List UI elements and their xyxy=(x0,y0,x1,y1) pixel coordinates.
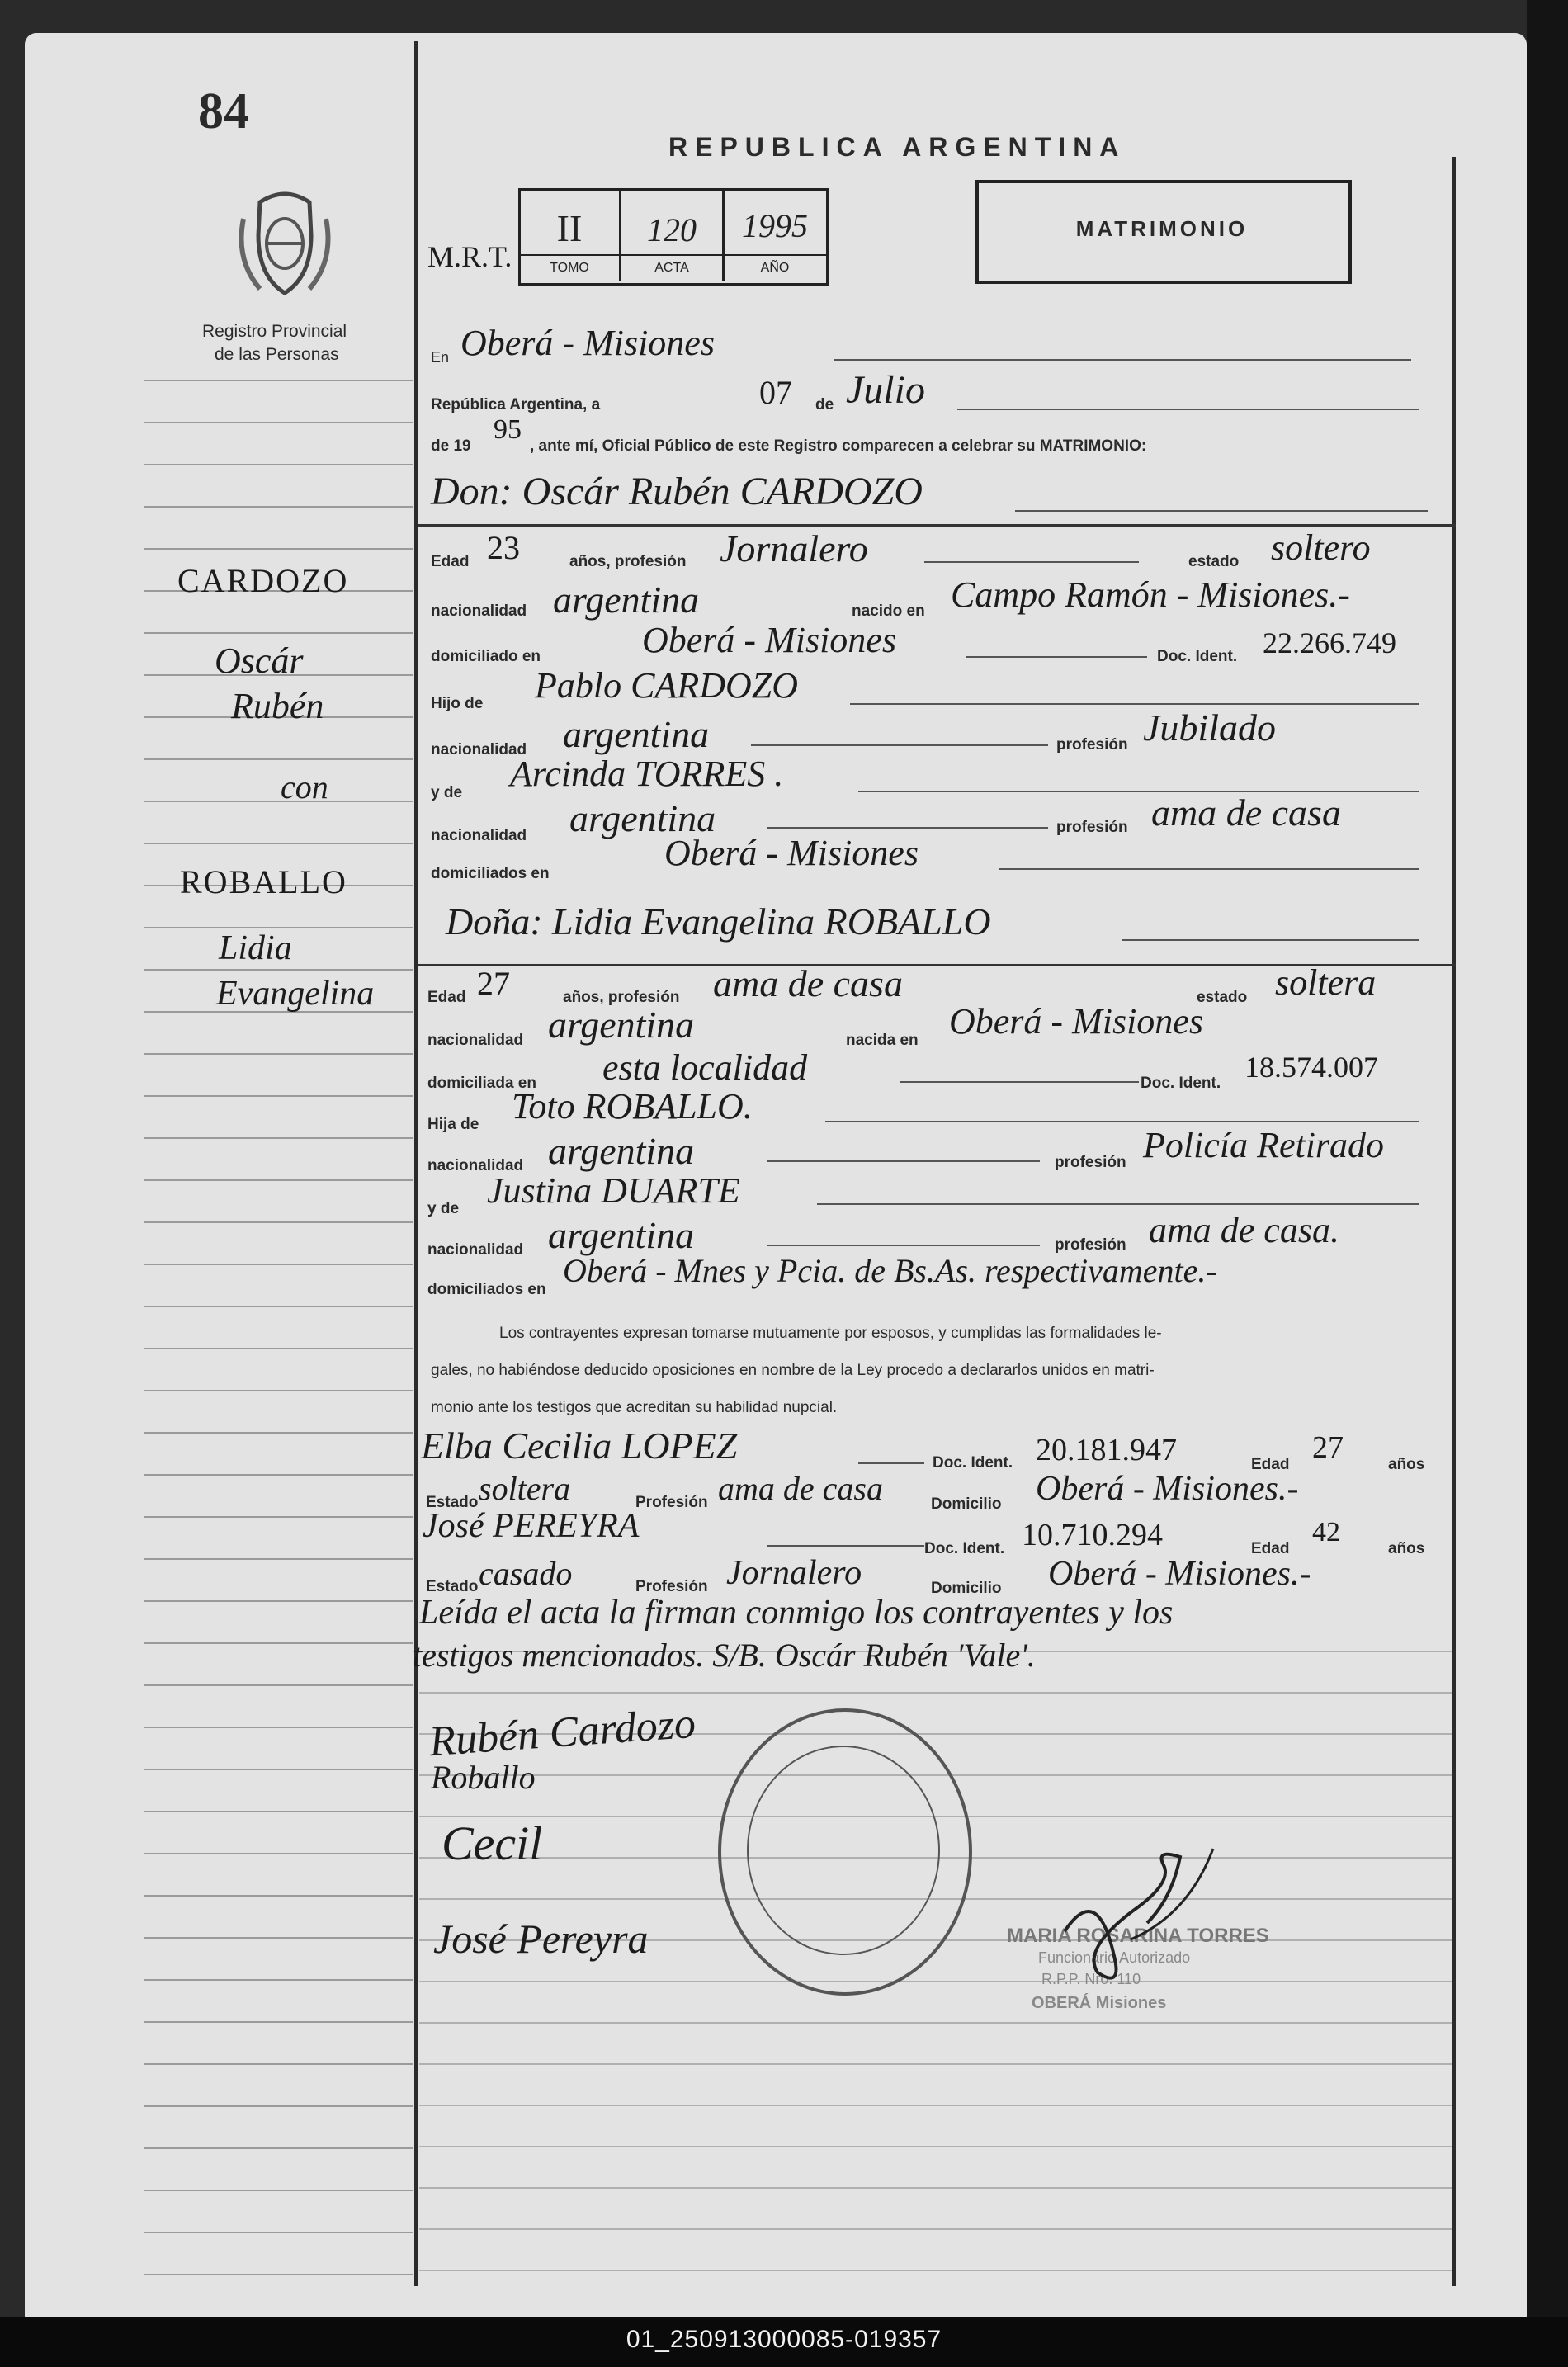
groom-nacionalidad: argentina xyxy=(553,579,700,621)
declaration-line-2: gales, no habiéndose deducido oposiciones en nombre de la Ley procedo a declararlos unidos en matri- xyxy=(431,1362,1155,1379)
book-edge xyxy=(1527,0,1568,2367)
margin-rule-line xyxy=(144,1137,413,1139)
groom-hijo-label: Hijo de xyxy=(431,695,484,712)
mrt-label: M.R.T. xyxy=(427,240,512,273)
groom-doc: 22.266.749 xyxy=(1263,626,1396,659)
margin-con: con xyxy=(281,768,328,806)
witness1-profesion-label: Profesión xyxy=(635,1494,708,1511)
groom-estado: soltero xyxy=(1271,527,1371,568)
margin-rule-line xyxy=(144,2147,413,2149)
body-rule-line xyxy=(419,2228,1452,2230)
signature-bride: Roballo xyxy=(431,1759,536,1796)
bride-nac-label: nacionalidad xyxy=(427,1032,524,1049)
groom-padre-prof: Jubilado xyxy=(1143,706,1276,749)
margin-rule-line xyxy=(144,632,413,634)
margin-rule-line xyxy=(144,548,413,550)
bride-domicilio: esta localidad xyxy=(602,1047,808,1088)
margin-rule-line xyxy=(144,2232,413,2233)
stamp-place: OBERÁ Misiones xyxy=(1032,1994,1167,2012)
bride-edad: 27 xyxy=(477,965,510,1002)
groom-profesion-label: años, profesión xyxy=(569,553,687,570)
bride-estado: soltera xyxy=(1275,962,1377,1003)
groom-padre-nac: argentina xyxy=(563,713,710,755)
closing-line-2: testigos mencionados. S/B. Oscár Rubén 'Vale'. xyxy=(413,1637,1036,1674)
intro-statement: , ante mí, Oficial Público de este Registro comparecen a celebrar su MATRIMONIO: xyxy=(530,437,1147,455)
register-page xyxy=(25,33,1527,2327)
groom-edad-label: Edad xyxy=(431,553,470,570)
groom-madre-nac: argentina xyxy=(569,797,716,839)
margin-rule-line xyxy=(144,380,413,381)
margin-rule-line xyxy=(144,422,413,423)
groom-padre: Pablo CARDOZO xyxy=(535,665,798,706)
bride-profesion: ama de casa xyxy=(713,962,903,1004)
body-rule-line xyxy=(419,2022,1452,2024)
margin-rule-line xyxy=(144,2021,413,2023)
acta-value: 120 xyxy=(647,211,697,248)
margin-rule-line xyxy=(144,1684,413,1686)
groom-edad: 23 xyxy=(487,529,520,566)
groom-title: Don: Oscár Rubén CARDOZO xyxy=(431,470,923,513)
groom-padres-dom: Oberá - Misiones xyxy=(664,833,919,873)
groom-padre-nac-label: nacionalidad xyxy=(431,741,527,758)
witness2-doc-label: Doc. Ident. xyxy=(924,1540,1005,1557)
witness2-estado-label: Estado xyxy=(426,1578,479,1595)
margin-rule-line xyxy=(144,843,413,844)
margin-rule-line xyxy=(144,1558,413,1560)
bride-padre-prof-label: profesión xyxy=(1055,1154,1126,1171)
bride-padre-nac: argentina xyxy=(548,1130,695,1172)
margin-rule-line xyxy=(144,1432,413,1434)
closing-line-1: Leída el acta la firman conmigo los contrayentes y los xyxy=(419,1594,1174,1632)
year-prefix: de 19 xyxy=(431,437,471,455)
footer-id: 01_250913000085-019357 xyxy=(626,2326,942,2353)
groom-madre-nac-label: nacionalidad xyxy=(431,827,527,844)
margin-rule-line xyxy=(144,2274,413,2275)
coat-of-arms-icon xyxy=(235,186,334,301)
margin-rule-line xyxy=(144,1727,413,1728)
intro-day: 07 xyxy=(759,374,792,411)
country-heading: REPUBLICA ARGENTINA xyxy=(668,132,1126,162)
bride-padre-nac-label: nacionalidad xyxy=(427,1157,524,1174)
margin-rule-line xyxy=(144,1895,413,1897)
witness2-anos-label: años xyxy=(1388,1540,1425,1557)
margin-bride-name-2: Evangelina xyxy=(216,975,375,1013)
stamp-title: Funcionario Autorizado xyxy=(1038,1949,1191,1966)
witness1-anos-label: años xyxy=(1388,1456,1425,1473)
stamp-registry: R.P.P. Nro. 110 xyxy=(1041,1971,1141,1987)
bride-madre-prof: ama de casa. xyxy=(1149,1210,1339,1250)
margin-rule-line xyxy=(144,1937,413,1939)
page-number: 84 xyxy=(198,83,249,139)
body-rule-line xyxy=(419,2187,1452,2189)
margin-rule-line xyxy=(144,1769,413,1770)
year-suffix: 95 xyxy=(494,414,522,445)
margin-rule-line xyxy=(144,1811,413,1812)
bride-profesion-label: años, profesión xyxy=(563,989,680,1006)
margin-rule-line xyxy=(144,1306,413,1307)
margin-bride-surname: ROBALLO xyxy=(180,863,347,900)
margin-rule-line xyxy=(144,506,413,508)
margin-rule-line xyxy=(144,1179,413,1181)
margin-groom-name-1: Oscár xyxy=(215,640,304,681)
groom-nacido-label: nacido en xyxy=(852,602,925,620)
bride-madre: Justina DUARTE xyxy=(487,1170,740,1211)
margin-bride-name-1: Lidia xyxy=(219,929,292,967)
intro-place: Oberá - Misiones xyxy=(460,323,715,363)
body-rule-line xyxy=(419,1981,1452,1982)
margin-groom-surname: CARDOZO xyxy=(177,562,349,599)
groom-estado-label: estado xyxy=(1188,553,1240,570)
witness2-estado: casado xyxy=(479,1555,573,1592)
signature-witness2: José Pereyra xyxy=(433,1916,649,1962)
stamp-name: MARIA ROSARINA TORRES xyxy=(1007,1925,1269,1947)
margin-rule-line xyxy=(144,1600,413,1602)
margin-rule-line xyxy=(144,464,413,465)
witness1-estado: soltera xyxy=(479,1470,571,1507)
bride-dom-label: domiciliada en xyxy=(427,1075,536,1092)
registry-line-1: Registro Provincial xyxy=(202,322,347,341)
body-rule-line xyxy=(419,2146,1452,2147)
witness1-doc-label: Doc. Ident. xyxy=(933,1454,1013,1472)
bride-madre-nac: argentina xyxy=(548,1214,695,1256)
witness1-doc: 20.181.947 xyxy=(1036,1433,1177,1467)
bride-doc-label: Doc. Ident. xyxy=(1141,1075,1221,1092)
body-rule-line xyxy=(419,2105,1452,2106)
groom-nac-label: nacionalidad xyxy=(431,602,527,620)
margin-rule-line xyxy=(144,1390,413,1391)
bride-doc: 18.574.007 xyxy=(1244,1051,1378,1084)
body-rule-line xyxy=(419,2063,1452,2065)
left-margin-border xyxy=(414,41,418,2286)
witness2-name: José PEREYRA xyxy=(423,1507,640,1545)
witness2-domicilio: Oberá - Misiones.- xyxy=(1048,1555,1311,1593)
groom-nacido: Campo Ramón - Misiones.- xyxy=(951,574,1350,615)
registry-line-2: de las Personas xyxy=(215,345,339,364)
margin-rule-line xyxy=(144,801,413,802)
witness1-domicilio: Oberá - Misiones.- xyxy=(1036,1470,1299,1508)
ano-label: AÑO xyxy=(760,261,790,275)
tomo-label: TOMO xyxy=(550,261,589,275)
margin-rule-line xyxy=(144,1979,413,1981)
tomo-value: II xyxy=(556,207,583,249)
witness2-domicilio-label: Domicilio xyxy=(931,1580,1002,1597)
ano-value: 1995 xyxy=(742,207,808,244)
witness2-profesion: Jornalero xyxy=(726,1554,862,1592)
witness2-doc: 10.710.294 xyxy=(1022,1518,1163,1552)
witness1-domicilio-label: Domicilio xyxy=(931,1495,1002,1513)
groom-madre-prof: ama de casa xyxy=(1151,791,1341,834)
de-label: de xyxy=(815,396,834,413)
margin-rule-line xyxy=(144,1474,413,1476)
margin-rule-line xyxy=(144,969,413,971)
acta-label: ACTA xyxy=(654,261,689,275)
bride-nacida: Oberá - Misiones xyxy=(949,1001,1203,1042)
witness1-profesion: ama de casa xyxy=(718,1470,883,1507)
groom-padre-prof-label: profesión xyxy=(1056,736,1128,754)
bride-estado-label: estado xyxy=(1197,989,1248,1006)
witness1-edad: 27 xyxy=(1312,1430,1344,1465)
groom-doc-label: Doc. Ident. xyxy=(1157,648,1238,665)
margin-rule-line xyxy=(144,1642,413,1644)
declaration-line-3: monio ante los testigos que acreditan su habilidad nupcial. xyxy=(431,1399,838,1416)
body-rule-line xyxy=(419,2270,1452,2271)
groom-yde-label: y de xyxy=(431,784,463,801)
act-type: MATRIMONIO xyxy=(1075,216,1249,241)
groom-padres-dom-label: domiciliados en xyxy=(431,865,550,882)
bride-title: Doña: Lidia Evangelina ROBALLO xyxy=(446,900,991,943)
margin-rule-line xyxy=(144,1853,413,1854)
margin-rule-line xyxy=(144,758,413,760)
margin-rule-line xyxy=(144,2190,413,2191)
signature-groom: Rubén Cardozo xyxy=(427,1699,697,1766)
margin-rule-line xyxy=(144,2063,413,2065)
groom-madre-prof-label: profesión xyxy=(1056,819,1128,836)
intro-month: Julio xyxy=(846,368,925,412)
margin-rule-line xyxy=(144,1516,413,1518)
margin-rule-line xyxy=(144,1348,413,1349)
bride-padres-dom: Oberá - Mnes y Pcia. de Bs.As. respectivamente.- xyxy=(563,1252,1217,1289)
margin-rule-line xyxy=(144,2105,413,2107)
groom-madre: Arcinda TORRES . xyxy=(510,754,784,794)
republica-label: República Argentina, a xyxy=(431,396,601,413)
bride-edad-label: Edad xyxy=(427,989,466,1006)
en-label: En xyxy=(431,349,450,366)
witness2-edad: 42 xyxy=(1312,1517,1340,1547)
bride-yde-label: y de xyxy=(427,1200,460,1217)
bride-padre-prof: Policía Retirado xyxy=(1143,1125,1385,1165)
groom-domicilio: Oberá - Misiones xyxy=(642,620,896,660)
witness2-edad-label: Edad xyxy=(1251,1540,1290,1557)
witness1-name: Elba Cecilia LOPEZ xyxy=(421,1424,738,1467)
margin-rule-line xyxy=(144,1053,413,1055)
groom-dom-label: domiciliado en xyxy=(431,648,541,665)
margin-rule-line xyxy=(144,1264,413,1265)
witness1-edad-label: Edad xyxy=(1251,1456,1290,1473)
bride-madre-nac-label: nacionalidad xyxy=(427,1241,524,1259)
witness1-estado-label: Estado xyxy=(426,1494,479,1511)
official-signature-icon xyxy=(1048,1832,1230,1997)
declaration-line-1: Los contrayentes expresan tomarse mutuamente por esposos, y cumplidas las formalidades le- xyxy=(499,1325,1162,1342)
bride-padre: Toto ROBALLO. xyxy=(512,1086,753,1127)
bride-padres-dom-label: domiciliados en xyxy=(427,1281,546,1298)
signature-witness1: Cecil xyxy=(442,1817,543,1870)
witness2-profesion-label: Profesión xyxy=(635,1578,708,1595)
margin-rule-line xyxy=(144,1095,413,1097)
bride-hija-label: Hija de xyxy=(427,1116,479,1133)
bride-nacida-label: nacida en xyxy=(846,1032,919,1049)
margin-groom-name-2: Rubén xyxy=(231,686,324,726)
body-rule-line xyxy=(419,1692,1452,1694)
bride-madre-prof-label: profesión xyxy=(1055,1236,1126,1254)
right-border xyxy=(1452,157,1456,2286)
bride-nacionalidad: argentina xyxy=(548,1004,695,1046)
margin-rule-line xyxy=(144,1221,413,1223)
groom-profesion: Jornalero xyxy=(720,527,868,569)
